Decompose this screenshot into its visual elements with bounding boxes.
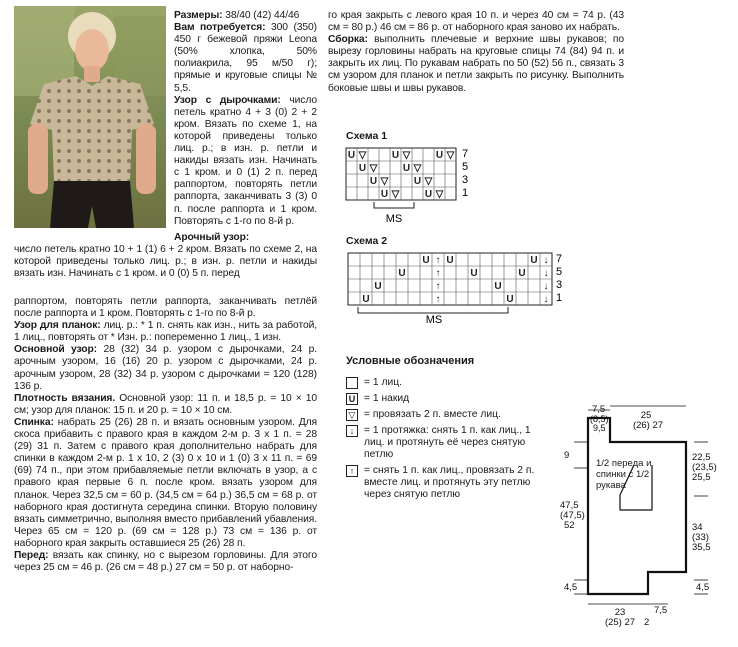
stitch-symbol: U (402, 163, 411, 174)
dim-top-left-a: 7,5 (592, 404, 606, 415)
scheme-1-row-3: 3 (462, 174, 469, 186)
assembly-text: выполнить плечевые и верхние швы рукавов; по вырезу горловины набрать на круговые спицы 74 (84) 94 п. и закрыть их лиц. По рукавам набрать по 50 (52) 56 п., связать 3 см узором для планок и петли закрыть по рисунку. Выполнить боковые швы и швы рукавов. (328, 34, 625, 94)
stitch-symbol: U (369, 176, 378, 187)
stitch-symbol: U (380, 189, 389, 200)
model-photo (14, 6, 166, 228)
scheme-1-title: Схема 1 (346, 130, 388, 142)
lace-pattern-label: Узор с дырочками: (174, 94, 281, 106)
dim-bottom-a: 23 (614, 607, 626, 618)
stitch-symbol: ↓ (543, 268, 549, 279)
scheme-1-rapport-label: MS (385, 213, 403, 224)
scheme-2-row-1: 1 (556, 292, 563, 304)
stitch-symbol: ▽ (435, 189, 444, 200)
stitch-symbol: U (424, 189, 433, 200)
stitch-symbol: ↑ (435, 281, 441, 292)
back-text: набрать 25 (26) 28 п. и вязать основным узором. Для скоса прибавить с правого края в каждом 2-м р. 3 х 1 п. = 28 (29) 31 п. Затем с правого края дополнительно набрать для спинки в каждом 2-м р. 1 х 10, 2 (3) 0 х 10 и 1 (0) 3 х 11 п. = 69 (69) 74 п., при этом прибавляемые петли включать в узор, а с правого края первые 6 п. после кром. вязать узором для планок. Через 32,5 см = 60 р. (34,5 см = 64 р.) 36,5 см = 68 р. от наборного края достигнута середина спинки. Вторую половину вязать симметрично, выполняя вместо прибавлений убавления. Через 65 см = 120 р. (69 см = 128 р.) 73 см = 136 р. от наборного края закрыть оставшиеся 25 (26) 28 п. (14, 416, 317, 549)
garment-pattern-diagram (560, 400, 735, 640)
stitch-symbol: U (446, 255, 454, 266)
column-3 (328, 10, 624, 95)
arch-pattern-text: число петель кратно 10 + 1 (1) 6 + 2 кром. Вязать по схеме 2, на которой приведены только лиц. р.; в изн. р. петли и накиды вязать изн. Начинать с 1 кром. и 0 (0) 5 п. перед (14, 244, 317, 280)
stitch-symbol: U (358, 163, 367, 174)
materials-text: 300 (350) 450 г бежевой пряжи Leona (50% хлопка, 50% полиакрила, 95 м/50 г); прямые и круговые спицы № 5,5. (174, 22, 317, 94)
legend-yarn-over: U = 1 накид (346, 393, 556, 405)
stitch-symbol: ↑ (435, 294, 441, 305)
plank-pattern-text: лиц. р.: * 1 п. снять как изн., нить за работой, 1 лиц., повторять от * Изн. р.: попеременно 1 лиц., 1 изн. (14, 320, 317, 344)
pattern-center-label: 1/2 переда и спинки с 1/2 рукава (596, 458, 652, 491)
back-label: Спинка: (14, 416, 54, 428)
front-text: вязать как спинку, но с вырезом горловины. Для этого через 25 см = 46 р. (26 см = 48 р.) 27 см = 50 р. от наборно- (14, 549, 317, 574)
k2tog-symbol-icon: ▽ (346, 409, 358, 421)
scheme-2-row-3: 3 (556, 279, 563, 291)
assembly-label: Сборка: (328, 34, 368, 46)
arch-pattern-block (14, 232, 317, 280)
stitch-symbol: U (391, 150, 400, 161)
materials-label: Вам потребуется: (174, 22, 266, 34)
yarn-over-symbol-icon: U (346, 393, 358, 405)
stitch-symbol: U (494, 281, 502, 292)
scheme-1-row-5: 5 (462, 161, 469, 173)
stitch-symbol: ▽ (380, 176, 389, 187)
lace-pattern-text: число петель кратно 4 + 3 (0) 2 + 2 кром. Вязать по схеме 1, на которой приведены только лиц. р.; в изн. р. петли и накиды вязать изн. Начинать с 1 кром. и 0 (1) 2 п. перед раппортом, повторять петли раппорта, заканчивать 3 (3) 0 п. после раппорта и 1 кром. Повторять с 1-го по 8-й р. (174, 94, 317, 227)
stitch-symbol: ▽ (413, 163, 422, 174)
dim-left-c: 52 (564, 520, 575, 531)
scheme-2-row-7: 7 (556, 253, 563, 265)
legend (346, 355, 556, 505)
front-label: Перед: (14, 549, 49, 561)
dim-left-9: 9 (564, 450, 570, 461)
dim-top-right-a: 25 (640, 410, 652, 421)
sizes-value: 38/40 (42) 44/46 (225, 10, 300, 21)
stitch-symbol: ▽ (424, 176, 433, 187)
stitch-symbol: ↑ (435, 255, 441, 266)
dim-right-a: 22,5 (692, 452, 711, 463)
stitch-symbol: ▽ (446, 150, 455, 161)
stitch-symbol: ↓ (543, 281, 549, 292)
legend-title: Условные обозначения (346, 355, 475, 367)
scheme-1-row-7: 7 (462, 148, 469, 160)
legend-k2tog: ▽ = провязать 2 п. вместе лиц. (346, 409, 556, 421)
stitch-symbol: U (518, 268, 526, 279)
legend-knit: = 1 лиц. (346, 377, 556, 389)
column-1 (174, 10, 317, 228)
stitch-symbol: ▽ (358, 150, 367, 161)
stitch-symbol: ↓ (543, 294, 549, 305)
dim-right2-b: (33) (692, 532, 709, 543)
dim-left-a: 47,5 (560, 500, 579, 511)
legend-sk2p: ↑ = снять 1 п. как лиц., провязать 2 п. вместе лиц. и протянуть эту петлю через снятую петлю (346, 465, 556, 501)
skp-symbol-icon: ↓ (346, 425, 358, 437)
stitch-symbol: ▽ (402, 150, 411, 161)
arch-continuation-text: раппортом, повторять петли раппорта, заканчивать петлёй после раппорта и 1 кром. Повторять с 1-го по 8-й р. (14, 296, 317, 320)
stitch-symbol: U (506, 294, 514, 305)
scheme-2-rapport-label: MS (425, 314, 443, 325)
stitch-symbol: ↓ (543, 255, 549, 266)
main-pattern-label: Основной узор: (14, 344, 98, 356)
sizes-label: Размеры: (174, 10, 223, 21)
arch-pattern-label: Арочный узор: (174, 232, 250, 243)
main-pattern-text: 28 (32) 34 р. узором с дырочками, 24 р. арочным узором, 16 (16) 20 р. узором с дырочками, 24 р. арочным узором, 28 (32) 34 р. узором с дырочками = 120 (128) 136 р. (14, 344, 317, 392)
scheme-2-row-5: 5 (556, 266, 563, 278)
column-2 (14, 296, 317, 574)
scheme-1-rapport-bracket (374, 202, 414, 208)
stitch-symbol: U (470, 268, 478, 279)
stitch-symbol: U (362, 294, 370, 305)
dim-top-right-b: (26) 27 (632, 420, 664, 431)
stitch-symbol: U (374, 281, 382, 292)
dim-bottom-b: (25) 27 (604, 617, 636, 628)
dim-bottom-right: 4,5 (696, 582, 710, 593)
knit-symbol-icon (346, 377, 358, 389)
scheme-1-chart (344, 142, 484, 224)
scheme-2-title: Схема 2 (346, 235, 388, 247)
stitch-symbol: ▽ (391, 189, 400, 200)
dim-right2-a: 34 (692, 522, 703, 533)
dim-right-b: (23,5) (692, 462, 717, 473)
density-text: Основной узор: 11 п. и 18,5 р. = 10 × 10 см; узор для планок: 15 п. и 20 р. = 10 × 10 см. (14, 392, 317, 416)
dim-top-left-b: (8,5) (590, 414, 609, 424)
density-label: Плотность вязания. (14, 392, 116, 404)
stitch-symbol: ▽ (369, 163, 378, 174)
stitch-symbol: U (413, 176, 422, 187)
stitch-symbol: U (347, 150, 356, 161)
dim-bottom-2: 2 (644, 617, 650, 628)
front-continuation-text: го края закрыть с левого края 10 п. и через 40 см = 74 р. (43 см = 80 р.) 46 см = 86 р. от наборного края заново их набрать. (328, 10, 624, 34)
stitch-symbol: U (530, 255, 538, 266)
dim-right-c: 25,5 (692, 472, 711, 483)
stitch-symbol: U (422, 255, 430, 266)
plank-pattern-label: Узор для планок: (14, 320, 101, 332)
legend-skp: ↓ = 1 протяжка: снять 1 п. как лиц., 1 лиц. и протянуть её через снятую петлю (346, 425, 556, 461)
dim-left-b: (47,5) (560, 510, 585, 521)
scheme-2-chart (344, 247, 574, 325)
sk2p-symbol-icon: ↑ (346, 465, 358, 477)
stitch-symbol: ↑ (435, 268, 441, 279)
scheme-2-rapport-bracket (358, 307, 508, 313)
dim-bottom-75: 7,5 (654, 605, 668, 616)
dim-bottom-left: 4,5 (564, 582, 578, 593)
stitch-symbol: U (435, 150, 444, 161)
scheme-1-row-1: 1 (462, 187, 469, 199)
stitch-symbol: U (398, 268, 406, 279)
dim-right2-c: 35,5 (692, 542, 711, 553)
dim-top-left-c: 9,5 (593, 423, 606, 433)
